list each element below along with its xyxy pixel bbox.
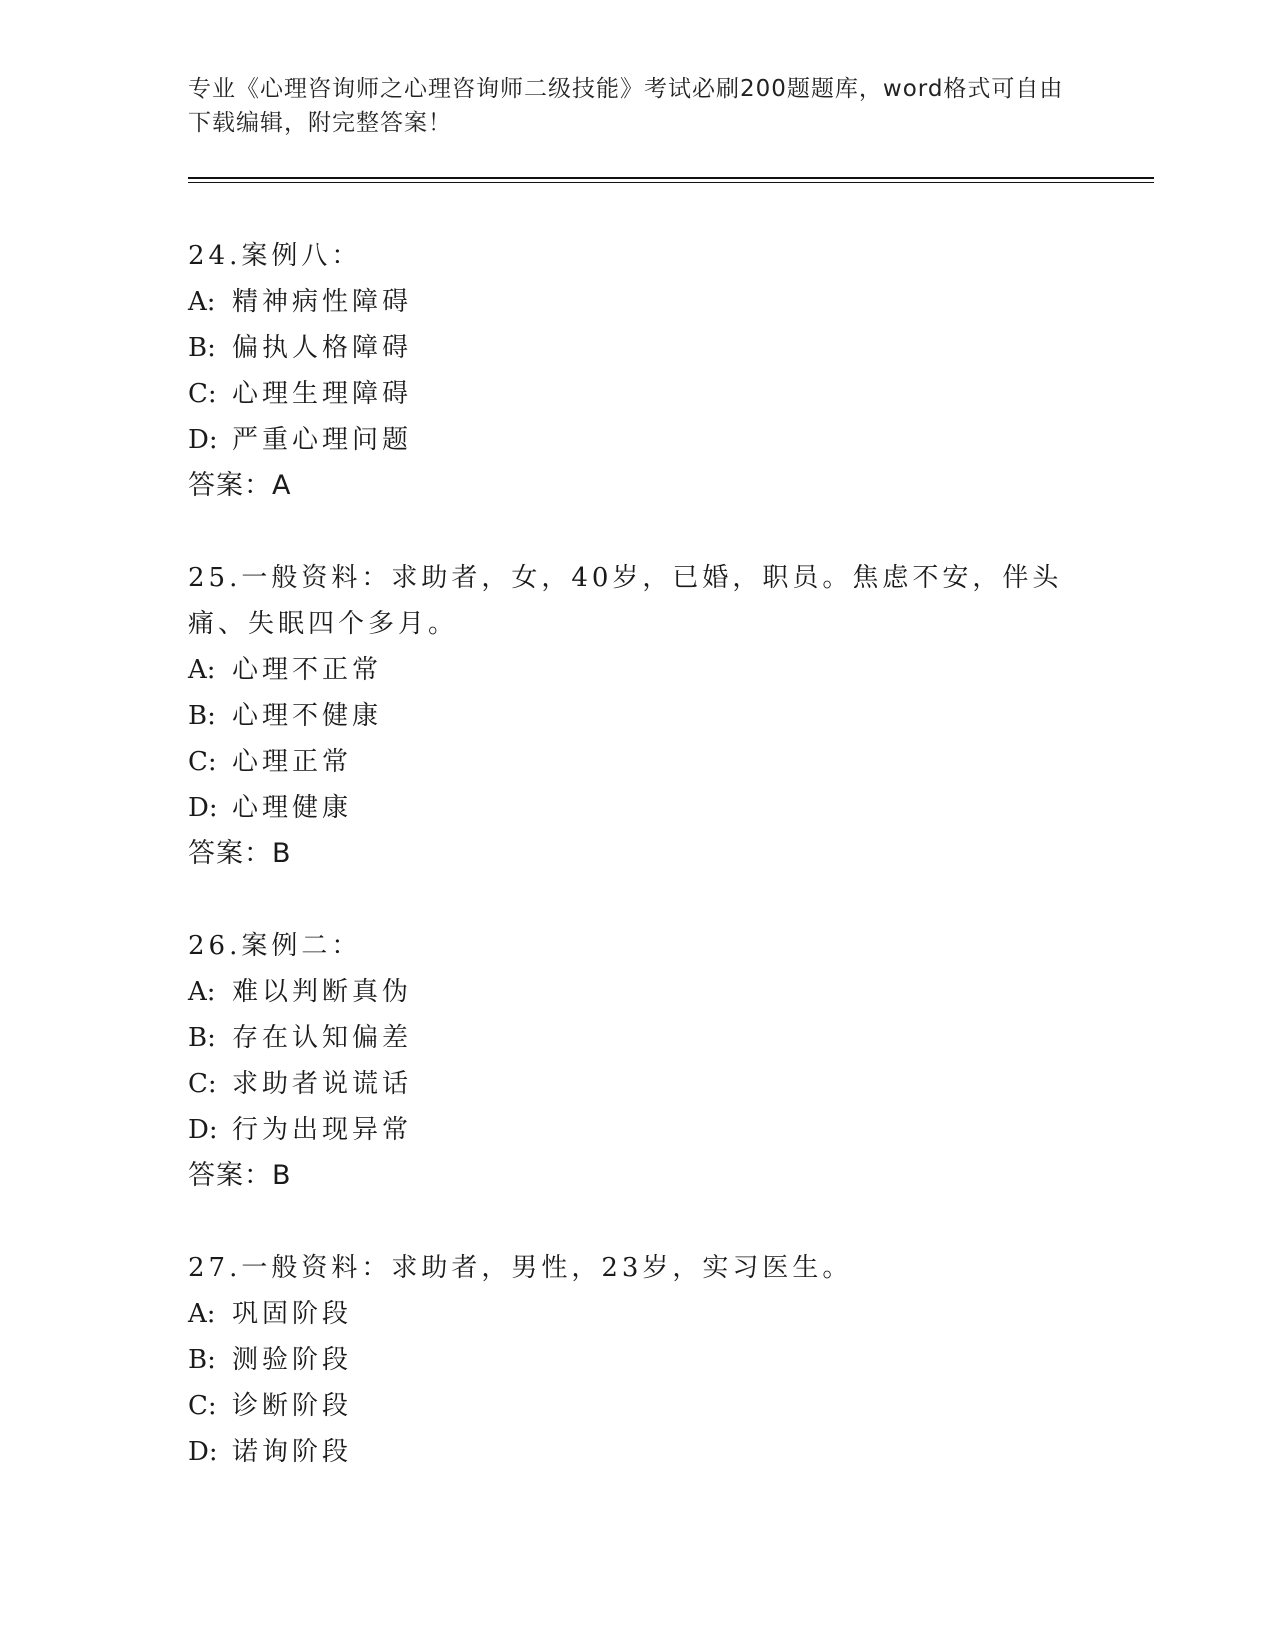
question-stem: 25.一般资料：求助者，女，40岁，已婚，职员。焦虑不安，伴头痛、失眠四个多月。 <box>188 563 1063 639</box>
option-text: 心理不健康 <box>232 701 383 731</box>
option-c <box>188 371 1088 417</box>
option-d <box>188 1429 1088 1475</box>
option-a <box>188 279 1088 325</box>
option-b <box>188 1337 1088 1383</box>
option-text: 诊断阶段 <box>232 1391 353 1421</box>
question-25 <box>188 555 1088 877</box>
option-key: D: <box>188 1115 218 1145</box>
question-24 <box>188 233 1088 509</box>
option-key: B: <box>188 701 216 731</box>
option-text: 心理不正常 <box>232 655 383 685</box>
option-key: D: <box>188 425 218 455</box>
header-divider-thick <box>188 177 1154 179</box>
option-key: A: <box>188 655 216 685</box>
option-text: 诺询阶段 <box>232 1437 353 1467</box>
document-header: 专业《心理咨询师之心理咨询师二级技能》考试必刷200题题库，word格式可自由下载编辑，附完整答案！ <box>188 76 1064 136</box>
option-key: C: <box>188 1391 217 1421</box>
option-d <box>188 1107 1088 1153</box>
option-text: 行为出现异常 <box>232 1115 413 1145</box>
option-text: 求助者说谎话 <box>232 1069 413 1099</box>
option-key: A: <box>188 1299 216 1329</box>
option-b <box>188 1015 1088 1061</box>
answer-line: 答案：A <box>188 470 292 501</box>
option-b <box>188 693 1088 739</box>
option-key: A: <box>188 977 216 1007</box>
option-a <box>188 969 1088 1015</box>
option-text: 心理健康 <box>232 793 353 823</box>
option-key: B: <box>188 333 216 363</box>
option-key: C: <box>188 1069 217 1099</box>
answer-line: 答案：B <box>188 838 292 869</box>
option-a <box>188 647 1088 693</box>
option-c <box>188 739 1088 785</box>
option-key: B: <box>188 1345 216 1375</box>
answer-line: 答案：B <box>188 1160 292 1191</box>
question-stem: 27.一般资料：求助者，男性，23岁，实习医生。 <box>188 1253 853 1283</box>
option-c <box>188 1061 1088 1107</box>
option-text: 精神病性障碍 <box>232 287 413 317</box>
option-key: B: <box>188 1023 216 1053</box>
option-key: D: <box>188 1437 218 1467</box>
option-text: 偏执人格障碍 <box>232 333 413 363</box>
option-key: A: <box>188 287 216 317</box>
question-27 <box>188 1245 1088 1475</box>
option-text: 心理正常 <box>232 747 353 777</box>
option-c <box>188 1383 1088 1429</box>
option-text: 巩固阶段 <box>232 1299 353 1329</box>
option-key: C: <box>188 747 217 777</box>
option-text: 存在认知偏差 <box>232 1023 413 1053</box>
option-d <box>188 785 1088 831</box>
option-key: D: <box>188 793 218 823</box>
option-key: C: <box>188 379 217 409</box>
option-text: 测验阶段 <box>232 1345 353 1375</box>
question-list <box>188 233 1088 1521</box>
option-text: 难以判断真伪 <box>232 977 413 1007</box>
option-a <box>188 1291 1088 1337</box>
question-stem: 26.案例二： <box>188 931 362 961</box>
option-b <box>188 325 1088 371</box>
question-stem: 24.案例八： <box>188 241 362 271</box>
option-d <box>188 417 1088 463</box>
question-26 <box>188 923 1088 1199</box>
option-text: 严重心理问题 <box>232 425 413 455</box>
option-text: 心理生理障碍 <box>232 379 413 409</box>
header-divider-thin <box>188 182 1154 183</box>
